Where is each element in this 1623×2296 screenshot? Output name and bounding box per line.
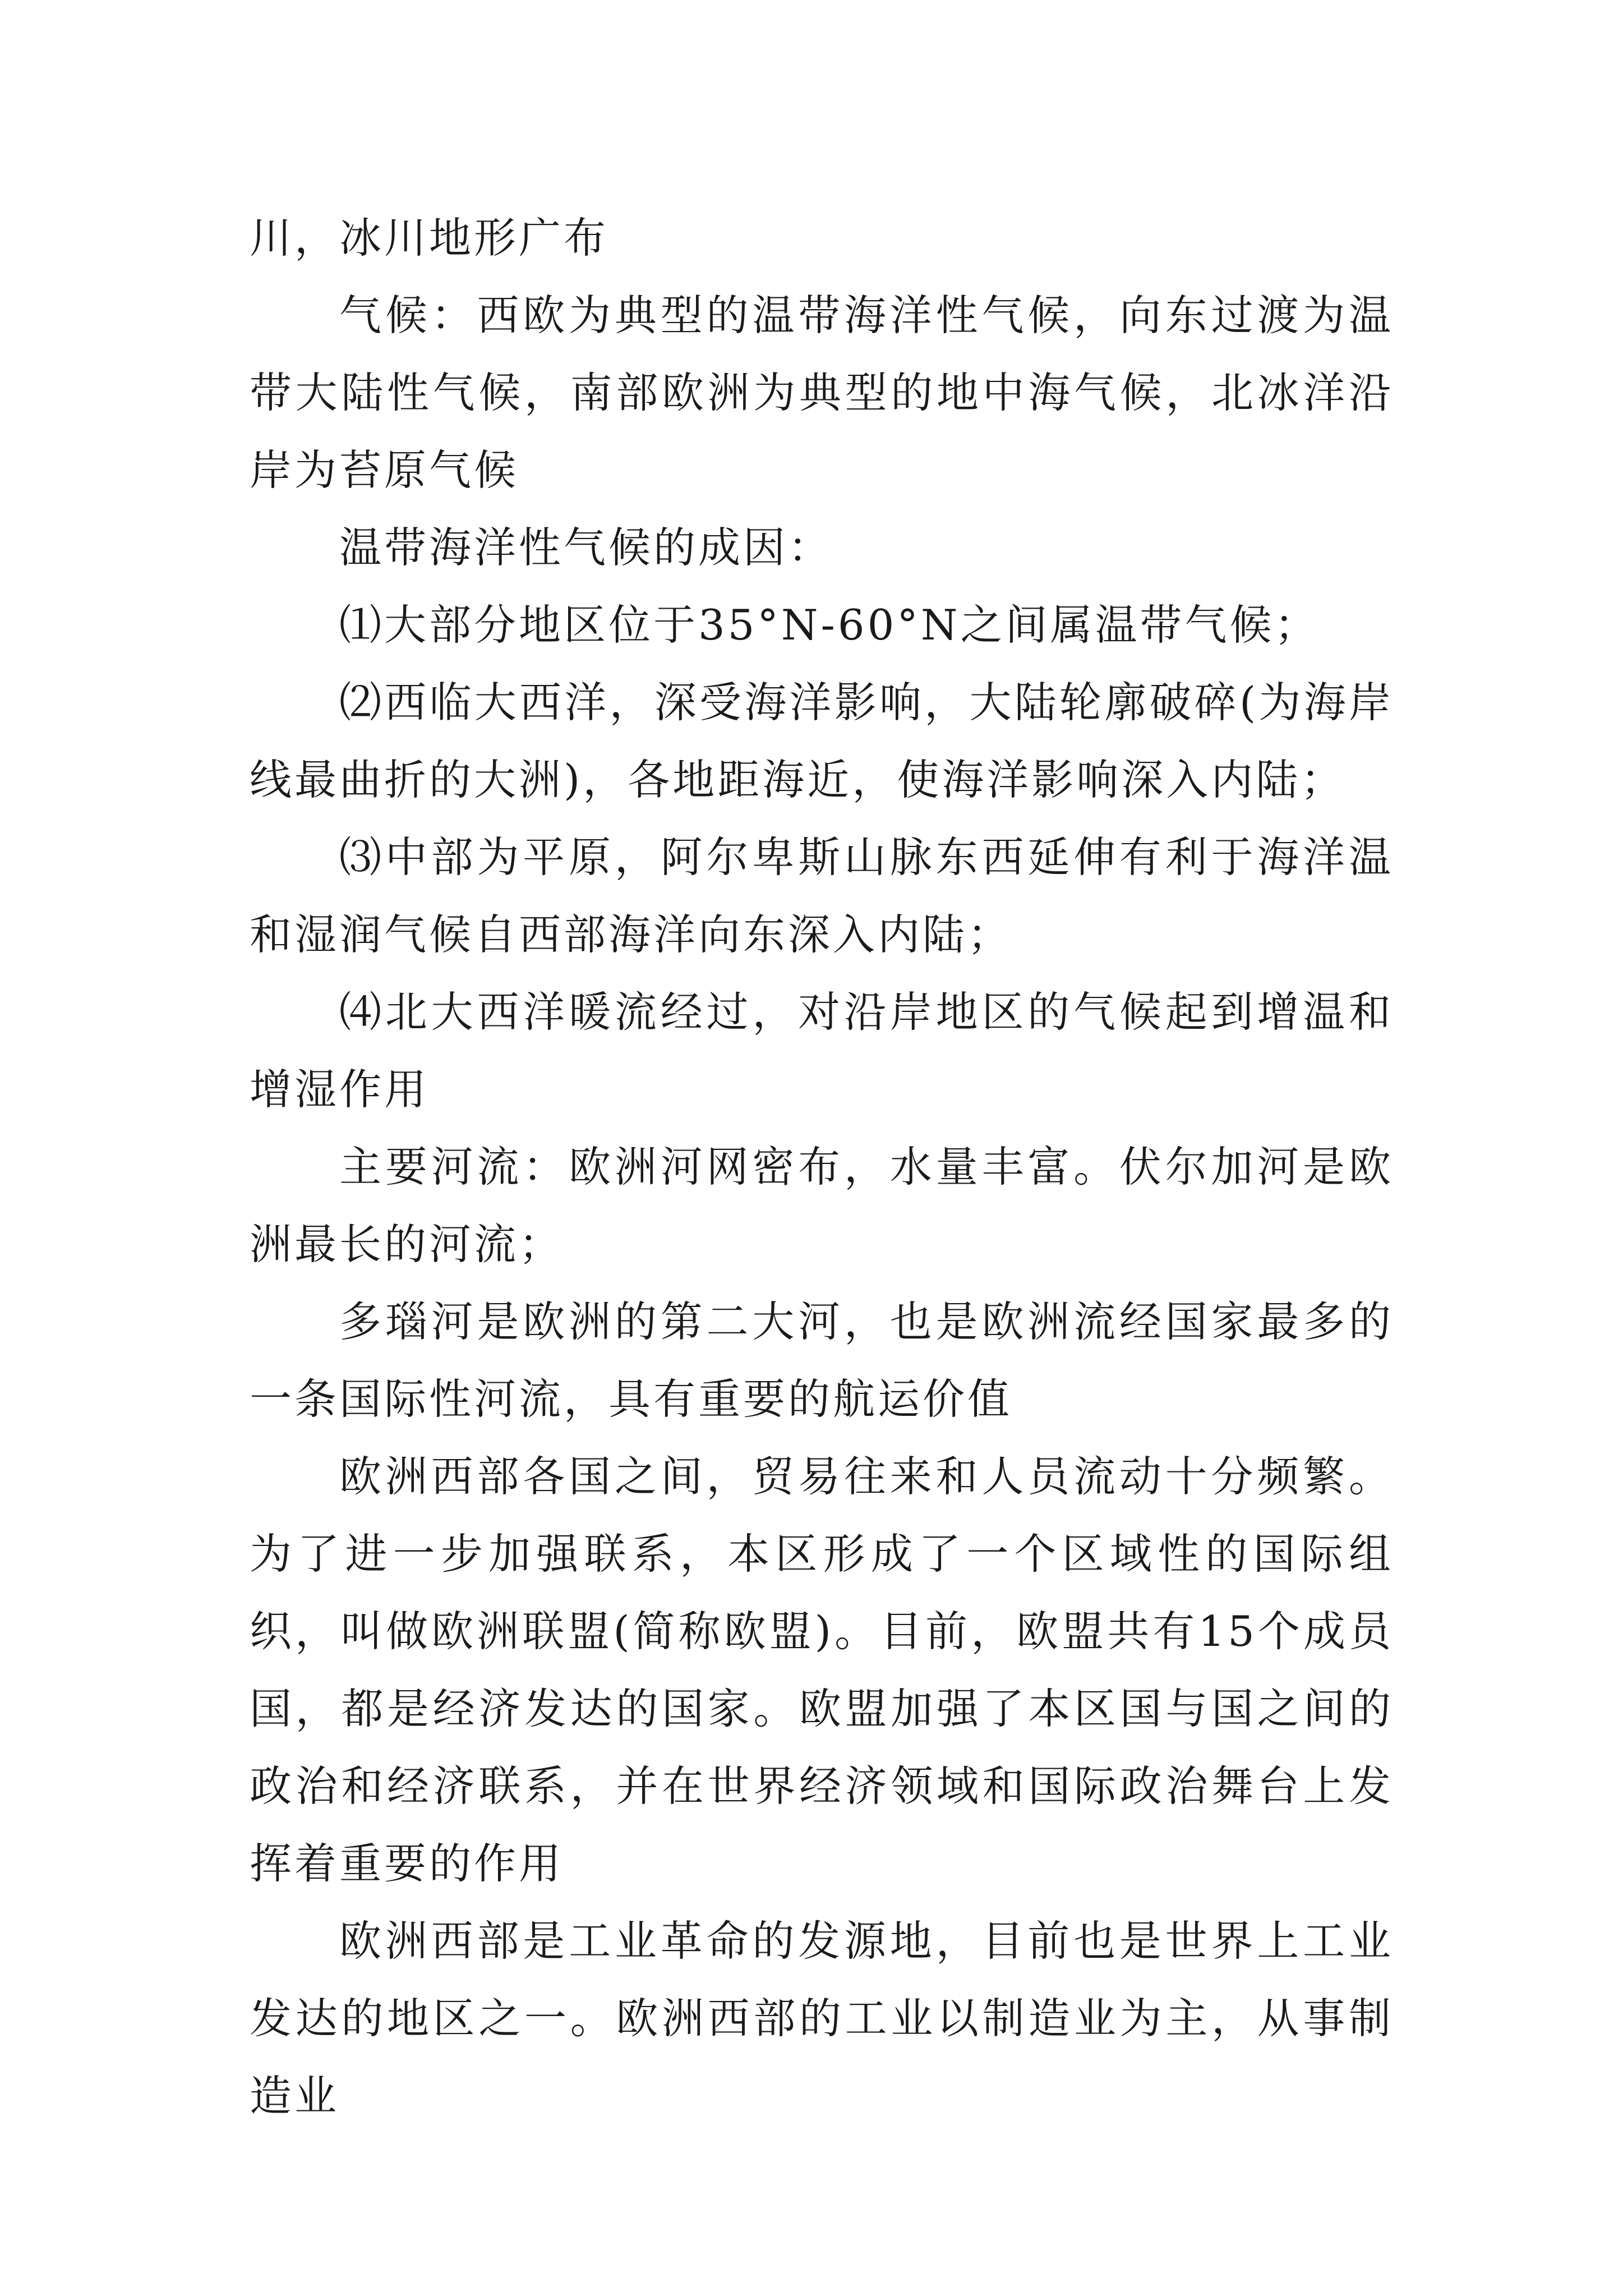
paragraph-cause-4: ⑷北大西洋暖流经过，对沿岸地区的气候起到增温和增湿作用: [250, 987, 1394, 1114]
paragraph-industry: 欧洲西部是工业革命的发源地，目前也是世界上工业发达的地区之一。欧洲西部的工业以制造业为主，从事制造业: [250, 1916, 1394, 2120]
paragraph-rivers: 主要河流：欧洲河网密布，水量丰富。伏尔加河是欧洲最长的河流；: [250, 1142, 1394, 1269]
paragraph-glacier-continuation: 川，冰川地形广布: [250, 213, 609, 263]
document-page: [250, 199, 1394, 2134]
paragraph-cause-3: ⑶中部为平原，阿尔卑斯山脉东西延伸有利于海洋温和湿润气候自西部海洋向东深入内陆；: [250, 832, 1394, 959]
paragraph-maritime-causes-heading: 温带海洋性气候的成因：: [339, 523, 833, 572]
paragraph-cause-2: ⑵西临大西洋，深受海洋影响，大陆轮廓破碎(为海岸线最曲折的大洲)，各地距海近，使海洋影响深入内陆；: [250, 678, 1394, 804]
paragraph-cause-1: ⑴大部分地区位于35°N-60°N之间属温带气候；: [339, 600, 1320, 650]
paragraph-danube: 多瑙河是欧洲的第二大河，也是欧洲流经国家最多的一条国际性河流，具有重要的航运价值: [250, 1297, 1394, 1424]
paragraph-eu: 欧洲西部各国之间，贸易往来和人员流动十分频繁。为了进一步加强联系，本区形成了一个区域性的国际组织，叫做欧洲联盟(简称欧盟)。目前，欧盟共有15个成员国，都是经济发达的国家。欧盟加强了本区国与国之间的政治和经济联系，并在世界经济领域和国际政治舞台上发挥着重要的作用: [250, 1452, 1394, 1888]
paragraph-climate: 气候：西欧为典型的温带海洋性气候，向东过渡为温带大陆性气候，南部欧洲为典型的地中海气候，北冰洋沿岸为苔原气候: [250, 291, 1394, 495]
